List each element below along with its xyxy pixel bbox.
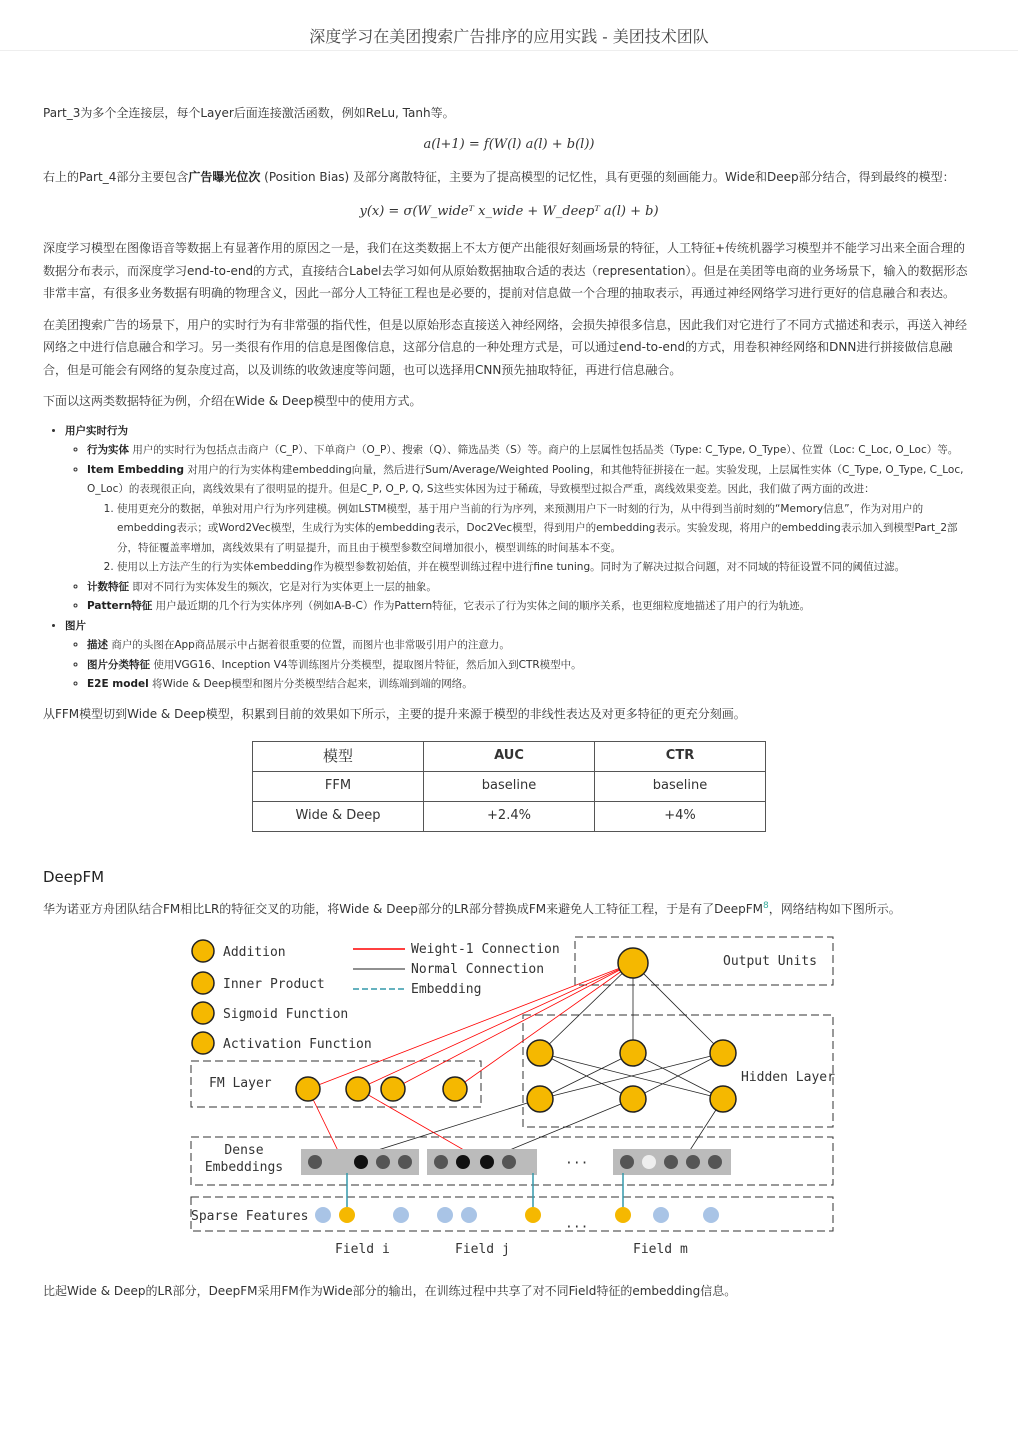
sigmoid-icon [192, 1002, 214, 1024]
table-row [253, 772, 766, 802]
article-body [43, 102, 975, 1312]
hidden-label: Hidden Layer [741, 1070, 835, 1085]
table-cell: +2.4% [424, 802, 595, 832]
list-item [87, 578, 975, 598]
dense-label: Dense Embeddings [204, 1143, 284, 1175]
text: 右上的Part_4部分主要包含 [43, 170, 189, 184]
text: ，网络结构如下图所示。 [768, 901, 901, 916]
paragraph [43, 166, 975, 189]
table-cell: baseline [424, 772, 595, 802]
sparse-label: Sparse Features [191, 1209, 309, 1224]
table-row [253, 802, 766, 832]
text: 用户最近期的几个行为实体序列（例如A-B-C）作为Pattern特征，它表示了行为实体之间的顺序关系，也更细粒度地描述了用户的行为轨迹。 [152, 600, 811, 612]
divider [0, 50, 1018, 51]
paragraph: 在美团搜索广告的场景下，用户的实时行为有非常强的指代性，但是以原始形态直接送入神经网络，会损失掉很多信息，因此我们对它进行了不同方式描述和表示，再送入神经网络之中进行信息融合和学习。另一类很有作用的信息是图像信息，这部分信息的一种处理方式是，可以通过end-to-end的方式，用卷积神经网络和DNN进行拼接做信息融合，但是可能会有网络的复杂度过高，以及训练的收敛速度等问题，也可以选择用CNN预先抽取特征，再进行信息融合。 [43, 317, 968, 377]
text: 使用VGG16、Inception V4等训练图片分类模型，提取图片特征，然后加入到CTR模型中。 [150, 658, 582, 671]
list-item [87, 675, 975, 695]
bold-text: Pattern特征 [87, 600, 153, 612]
bold-text: 描述 [87, 639, 108, 651]
paragraph: Part_3为多个全连接层，每个Layer后面连接激活函数，例如ReLu, Tanh等。 [43, 106, 455, 120]
list-item [87, 656, 975, 676]
field-label: Field i [335, 1242, 390, 1257]
text: 商户的头图在App商品展示中占据着很重要的位置，而图片也非常吸引用户的注意力。 [108, 639, 510, 651]
paragraph: 下面以这两类数据特征为例，介绍在Wide & Deep模型中的使用方式。 [43, 394, 422, 408]
list-item [87, 636, 975, 656]
paragraph: 比起Wide & Deep的LR部分，DeepFM采用FM作为Wide部分的输出，在训练过程中共享了对不同Field特征的embedding信息。 [43, 1284, 737, 1298]
list-heading: 图片 [65, 619, 86, 632]
paragraph [43, 895, 975, 921]
addition-icon [192, 940, 214, 962]
table-cell: FFM [253, 772, 424, 802]
text: 即对不同行为实体发生的频次，它是对行为实体更上一层的抽象。 [129, 580, 437, 593]
formula: y(x) = σ(W_wideᵀ x_wide + W_deepᵀ a(l) + b) [359, 203, 659, 219]
text: 将Wide & Deep模型和图片分类模型结合起来，训练端到端的网络。 [148, 678, 473, 690]
bold-text: 行为实体 [87, 444, 129, 456]
output-label: Output Units [723, 954, 817, 969]
list-heading: 用户实时行为 [65, 424, 128, 437]
text: 华为诺亚方舟团队结合FM相比LR的特征交叉的功能，将Wide & Deep部分的LR部分替换成FM来避免人工特征工程，于是有了DeepFM [43, 901, 763, 916]
list-item [87, 597, 975, 617]
table-header-row [253, 742, 766, 772]
legend-label: Embedding [411, 982, 482, 997]
legend-label: Activation Function [223, 1037, 372, 1052]
list-item [65, 617, 975, 695]
table-cell: AUC [424, 742, 595, 772]
table-cell: 模型 [253, 742, 424, 772]
bold-text: 广告曝光位次 [188, 170, 261, 184]
bold-text: 图片分类特征 [87, 658, 150, 671]
text: (Position Bias) 及部分离散特征，主要为了提高模型的记忆性，具有更强的刻画能力。Wide和Deep部分结合，得到最终的模型： [260, 170, 955, 184]
text: 对用户的行为实体构建embedding向量，然后进行Sum/Average/Weighted Pooling，和其他特征拼接在一起。实验发现，上层属性实体（C_Type, O_Type, C_Loc, O_Loc）的表现很正向，离线效果有了很明显的提升。但是C_P, O_P, Q, S这些实体因为过于稀疏，导致模型过拟合严重，离线效果变差。因此，我们做了两方面的改进： [87, 463, 964, 495]
bold-text: E2E model [87, 678, 149, 690]
table-cell: CTR [595, 742, 766, 772]
legend-label: Weight-1 Connection [411, 942, 560, 957]
list-item: 1. 使用更充分的数据，单独对用户行为序列建模。例如LSTM模型，基于用户当前的行为序列，来预测用户下一时刻的行为，从中得到当前时刻的“Memory信息”，作为对用户的embedding表示；或Word2Vec模型，生成行为实体的embedding表示，Doc2Vec模型，得到用户的embedding表示。实验发现，将用户的embedding表示加入到模型Part_2部分，特征覆盖率增加，离线效果有了明显提升，而且由于模型参数空间增加很小，模型训练的时间基本不变。 [117, 500, 975, 559]
feature-list [43, 422, 975, 695]
ellipsis: ··· [565, 1156, 589, 1171]
field-label: Field j [455, 1242, 510, 1257]
reference-link[interactable]: 8 [763, 900, 769, 911]
ellipsis: ··· [565, 1220, 589, 1235]
results-table [252, 741, 766, 832]
paragraph: 深度学习模型在图像语音等数据上有显著作用的原因之一是，我们在这类数据上不太方便产出能很好刻画场景的特征，人工特征+传统机器学习模型并不能学习出来全面合理的数据分布表示，而深度学习end-to-end的方式，直接结合Label去学习如何从原始数据抽取合适的表达（representation）。但是在美团等电商的业务场景下，输入的数据形态非常丰富，有很多业务数据有明确的物理含义，因此一部分人工特征工程也是必要的，提前对信息做一个合理的抽取表示，再通过神经网络学习进行更好的信息融合和表达。 [43, 241, 968, 300]
legend-label: Addition [223, 945, 286, 960]
page-title: 深度学习在美团搜索广告排序的应用实践 - 美团技术团队 [309, 27, 709, 46]
table-cell: Wide & Deep [253, 802, 424, 832]
bold-text: 计数特征 [87, 580, 129, 593]
field-label: Field m [633, 1242, 688, 1257]
fm-label: FM Layer [209, 1076, 272, 1091]
list-item: 2. 使用以上方法产生的行为实体embedding作为模型参数初始值，并在模型训练过程中进行fine tuning。同时为了解决过拟合问题，对不同域的特征设置不同的阈值过滤。 [117, 558, 975, 578]
legend-label: Normal Connection [411, 962, 545, 977]
formula: a(l+1) = f(W(l) a(l) + b(l)) [423, 136, 595, 152]
text: 用户的实时行为包括点击商户（C_P）、下单商户（O_P）、搜索（Q）、筛选品类（S）等。商户的上层属性包括品类（Type: C_Type, O_Type）、位置（Loc: C_Loc, O_Loc）等。 [129, 444, 959, 456]
inner-product-icon [192, 972, 214, 994]
paragraph: 从FFM模型切到Wide & Deep模型，积累到目前的效果如下所示，主要的提升来源于模型的非线性表达及对更多特征的更充分刻画。 [43, 706, 746, 721]
bold-text: Item Embedding [87, 463, 185, 476]
section-heading: DeepFM [43, 868, 105, 886]
table-cell: +4% [595, 802, 766, 832]
legend-label: Sigmoid Function [223, 1007, 349, 1022]
list-item [87, 441, 975, 461]
deepfm-diagram [43, 929, 975, 1274]
list-item [87, 461, 975, 578]
list-item [65, 422, 975, 617]
table-cell: baseline [595, 772, 766, 802]
activation-icon [192, 1032, 214, 1054]
legend-label: Inner Product [223, 977, 325, 992]
